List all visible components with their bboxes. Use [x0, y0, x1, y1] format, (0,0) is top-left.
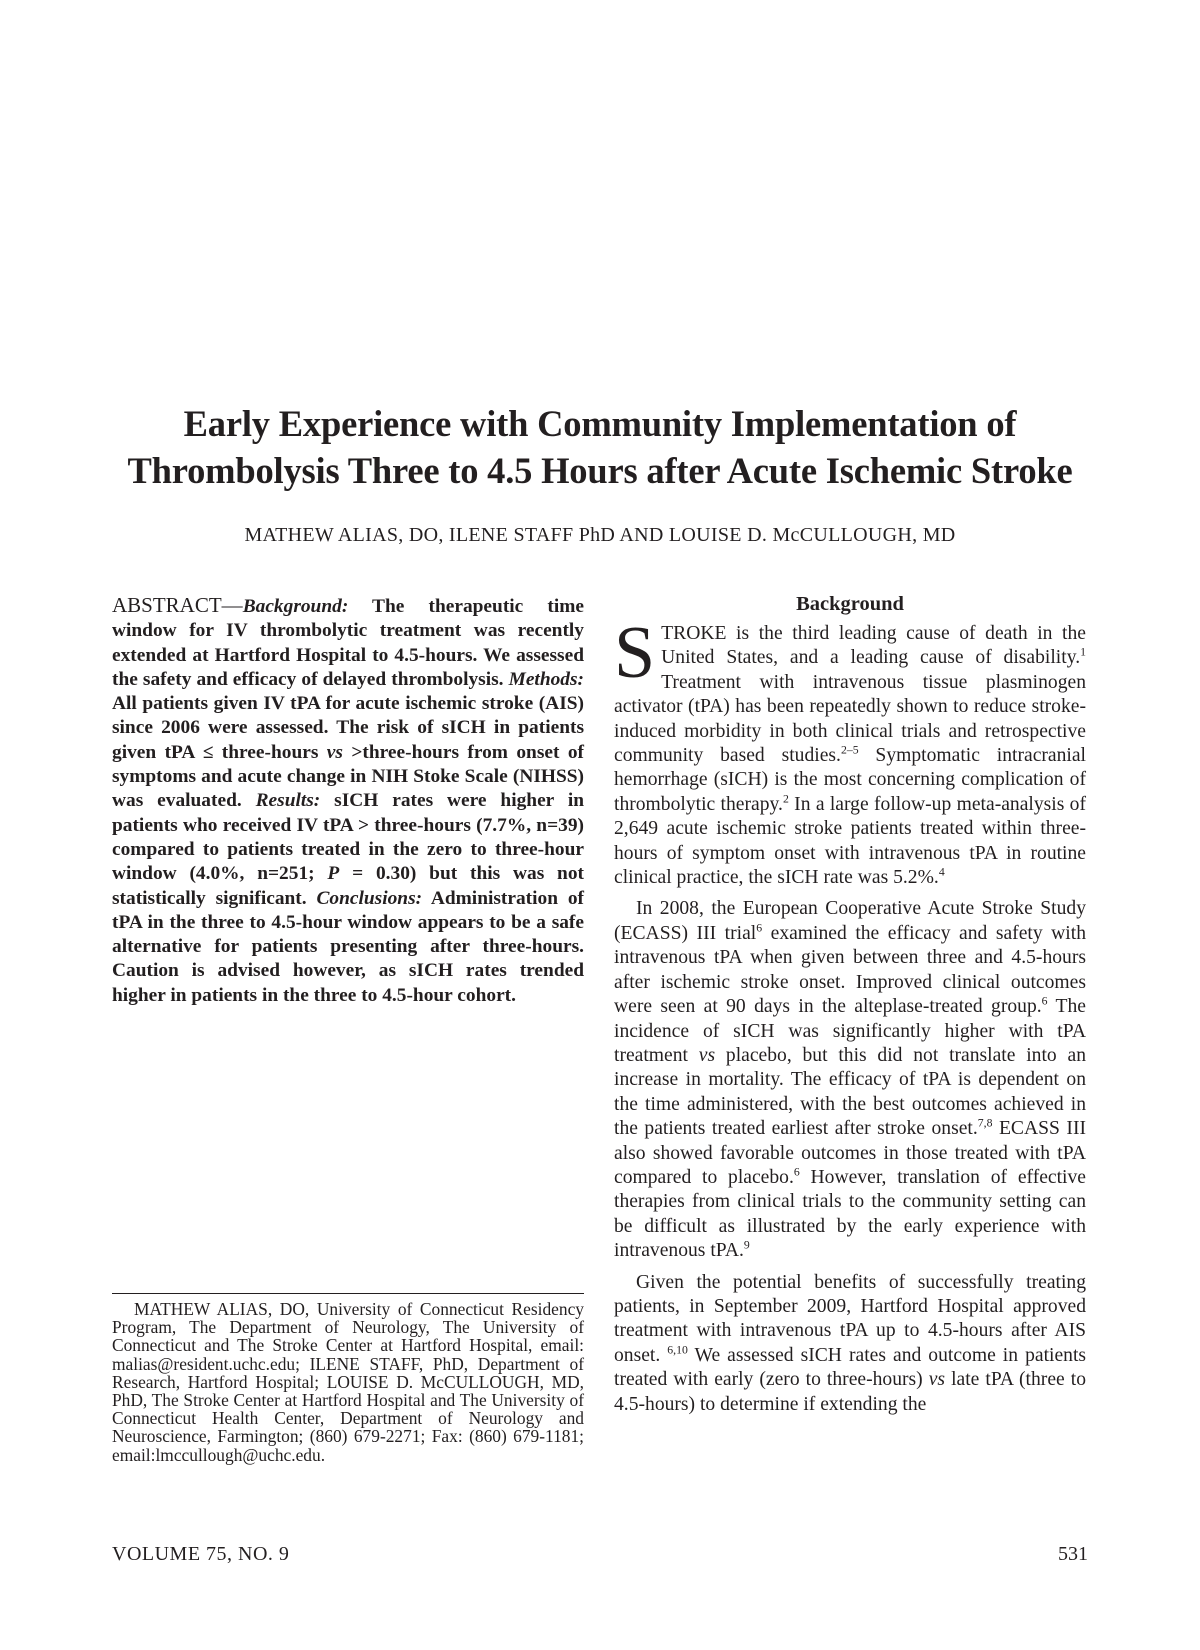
background-paragraph-3 [614, 1271, 1086, 1417]
vs-italic: vs [928, 1369, 946, 1391]
abstract-conclusions-text: Administration of tPA in the three to 4.5-hour window appears to be a safe alternative for patients presenting after three-hours. Caution is advised however, as sICH rates trended higher in patients in the three to 4.5-hour cohort. [112, 887, 585, 1006]
background-paragraph-1 [614, 612, 1087, 890]
abstract-methods-text-1: All patients given IV tPA for acute ischemic stroke (AIS) since 2006 were assessed. The risk of sICH in patients given tPA ≤ three-hours [112, 693, 584, 763]
text-run: However, translation of effective therapies from clinical trials to the community setting can be difficult as illustrated by the early experience with intravenous tPA. [614, 1166, 1086, 1262]
citation: 6,10 [667, 1343, 688, 1357]
text-run: Treatment with intravenous tissue plasminogen activator (tPA) has been repeatedly shown to reduce stroke-induced morbidity in both clinical trials and retrospective community based studies. [614, 671, 1086, 767]
drop-cap: S [614, 612, 656, 694]
citation: 2–5 [840, 743, 859, 757]
citation: 1 [1080, 645, 1086, 659]
abstract-methods-text-2: >three-hours from onset of symptoms and acute change in NIH Stoke Scale (NIHSS) was evaluated. [112, 741, 584, 812]
citation: 7,8 [977, 1116, 993, 1130]
text-run: TROKE is the third leading cause of death in the United States, and a leading cause of disability. [661, 623, 1086, 669]
text-run: In 2008, the European Cooperative Acute Stroke Study (ECASS) III trial [614, 898, 1086, 944]
author-line: MATHEW ALIAS, DO, ILENE STAFF PhD AND LOUISE D. McCULLOUGH, MD [244, 524, 956, 546]
right-column [614, 593, 1086, 1417]
title-line-2: Thrombolysis Three to 4.5 Hours after Acute Ischemic Stroke [127, 450, 1073, 491]
text-run: In a large follow-up meta-analysis of 2,649 acute ischemic stroke patients treated within three-hours of symptom onset with intravenous tPA in routine clinical practice, the sICH rate was 5.2%. [614, 793, 1087, 889]
text-run: The incidence of sICH was significantly higher with tPA treatment [614, 996, 1086, 1066]
text-run: Given the potential benefits of successfully treating patients, in September 2009, Hartford Hospital approved treatment with intravenous tPA up to 4.5-hours after AIS onset. [614, 1271, 1086, 1366]
abstract-p-label: P [327, 863, 340, 885]
text-run: placebo, but this did not translate into an increase in mortality. The efficacy of tPA is dependent on the time administered, with the best outcomes achieved in the patients treated earliest after stroke onset. [614, 1044, 1086, 1140]
abstract-results-label: Results: [255, 790, 321, 812]
left-column [112, 593, 584, 1008]
citation: 9 [743, 1238, 750, 1252]
abstract-background-text: The therapeutic time window for IV thrombolytic treatment was recently extended at Hartford Hospital to 4.5-hours. We assessed the safety and efficacy of delayed thrombolysis. [112, 596, 584, 690]
abstract-methods-label: Methods: [508, 668, 584, 690]
article-title [0, 400, 1200, 494]
text-run: ECASS III also showed favorable outcomes in those treated with tPA compared to placebo. [614, 1118, 1087, 1188]
abstract-results-text-1: sICH rates were higher in patients who received IV tPA > three-hours (7.7%, n=39) compared to patients treated in the zero to three-hour window (4.0%, n=251; [112, 790, 584, 885]
citation: 4 [938, 865, 945, 879]
footnote-rule [112, 1293, 584, 1294]
citation: 6 [1041, 994, 1048, 1008]
citation: 6 [793, 1165, 800, 1179]
text-run: examined the efficacy and safety with intravenous tPA when given between three and 4.5-hours after ischemic stroke onset. Improved clinical outcomes were seen at 90 days in the alteplase-treated group. [614, 922, 1086, 1018]
page-number: 531 [1058, 1543, 1088, 1565]
abstract-lead: ABSTRACT— [112, 593, 243, 617]
abstract-results-text-2: = 0.30) but this was not statistically significant. [112, 863, 584, 909]
abstract-vs: vs [326, 741, 343, 763]
abstract-conclusions-label: Conclusions: [316, 887, 423, 909]
text-run: We assessed sICH rates and outcome in patients treated with early (zero to three-hours) [614, 1344, 1087, 1391]
author-affiliations: MATHEW ALIAS, DO, University of Connecticut Residency Program, The Department of Neurology, The University of Connecticut and The Stroke Center at Hartford Hospital, email: malias@resident.uchc.edu; ILENE STAFF, PhD, Department of Research, Hartford Hospital; LOUISE D. McCULLOUGH, MD, PhD, The Stroke Center at Hartford Hospital and The University of Connecticut Health Center, Department of Neurology and Neuroscience, Farmington; (860) 679-2271; Fax: (860) 679-1181; email:lmccullough@uchc.edu. [112, 1299, 584, 1465]
text-run: late tPA (three to 4.5-hours) to determine if extending the [614, 1369, 1086, 1415]
volume-footer: VOLUME 75, NO. 9 [112, 1543, 290, 1565]
citation: 2 [782, 792, 789, 806]
abstract [112, 593, 584, 1008]
vs-italic: vs [698, 1044, 716, 1066]
background-paragraph-2 [614, 897, 1086, 1263]
abstract-background-label: Background: [242, 596, 349, 617]
title-line-1: Early Experience with Community Implementation of [183, 403, 1017, 444]
section-heading-background: Background [796, 593, 904, 615]
citation: 6 [756, 921, 763, 935]
text-run: Symptomatic intracranial hemorrhage (sICH) is the most concerning complication of thrombolytic therapy. [614, 745, 1086, 815]
